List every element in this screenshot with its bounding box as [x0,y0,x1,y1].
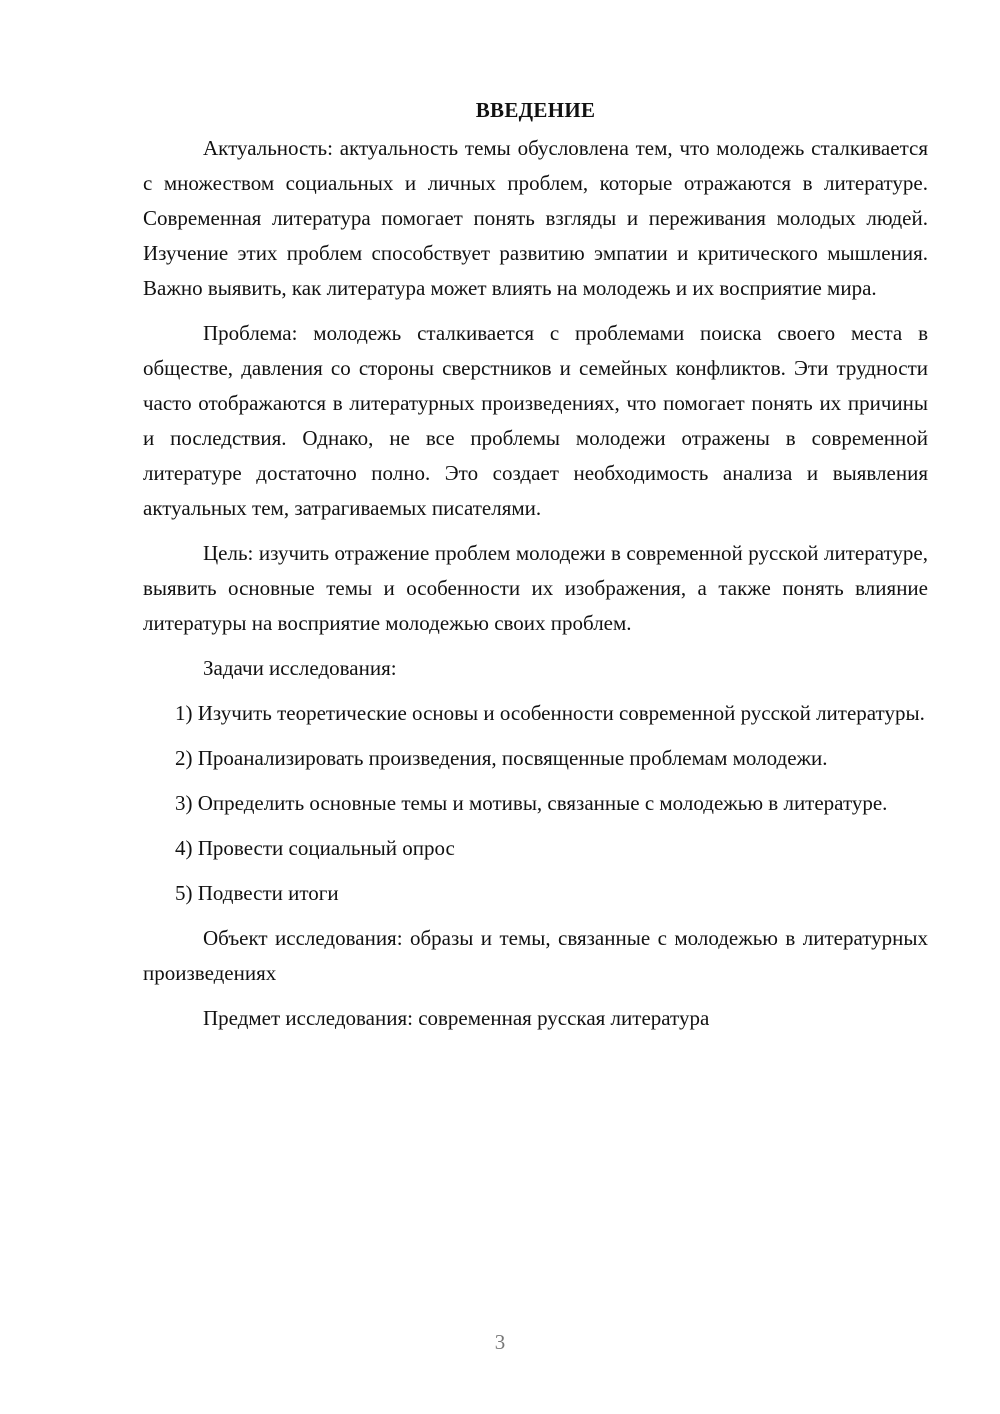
task-item: 2) Проанализировать произведения, посвященные проблемам молодежи. [175,746,828,770]
relevance-paragraph: Актуальность: актуальность темы обусловлена тем, что молодежь сталкивается с множеством социальных и личных проблем, которые отражаются в литературе. Современная литература помогает понять взгляды и переживания молодых людей. Изучение этих проблем способствует развитию эмпатии и критического мышления. Важно выявить, как литература может влиять на молодежь и их восприятие мира. [143,136,928,300]
task-item: 4) Провести социальный опрос [175,836,455,860]
problem-paragraph: Проблема: молодежь сталкивается с проблемами поиска своего места в обществе, давления со стороны сверстников и семейных конфликтов. Эти трудности часто отображаются в литературных произведениях, что помогает понять их причины и последствия. Однако, не все проблемы молодежи отражены в современной литературе достаточно полно. Это создает необходимость анализа и выявления актуальных тем, затрагиваемых писателями. [143,321,928,520]
document-page [143,95,928,1036]
task-item: 1) Изучить теоретические основы и особенности современной русской литературы. [175,701,925,725]
task-item: 5) Подвести итоги [175,881,339,905]
tasks-list [143,696,928,911]
goal-paragraph: Цель: изучить отражение проблем молодежи в современной русской литературе, выявить основные темы и особенности их изображения, а также понять влияние литературы на восприятие молодежью своих проблем. [143,541,928,635]
object-paragraph: Объект исследования: образы и темы, связанные с молодежью в литературных произведениях [143,926,928,985]
task-item: 3) Определить основные темы и мотивы, связанные с молодежью в литературе. [175,791,888,815]
page-title: ВВЕДЕНИЕ [475,98,596,122]
page-number: 3 [494,1330,506,1354]
subject-paragraph: Предмет исследования: современная русская литература [203,1006,710,1030]
tasks-heading: Задачи исследования: [203,656,397,680]
